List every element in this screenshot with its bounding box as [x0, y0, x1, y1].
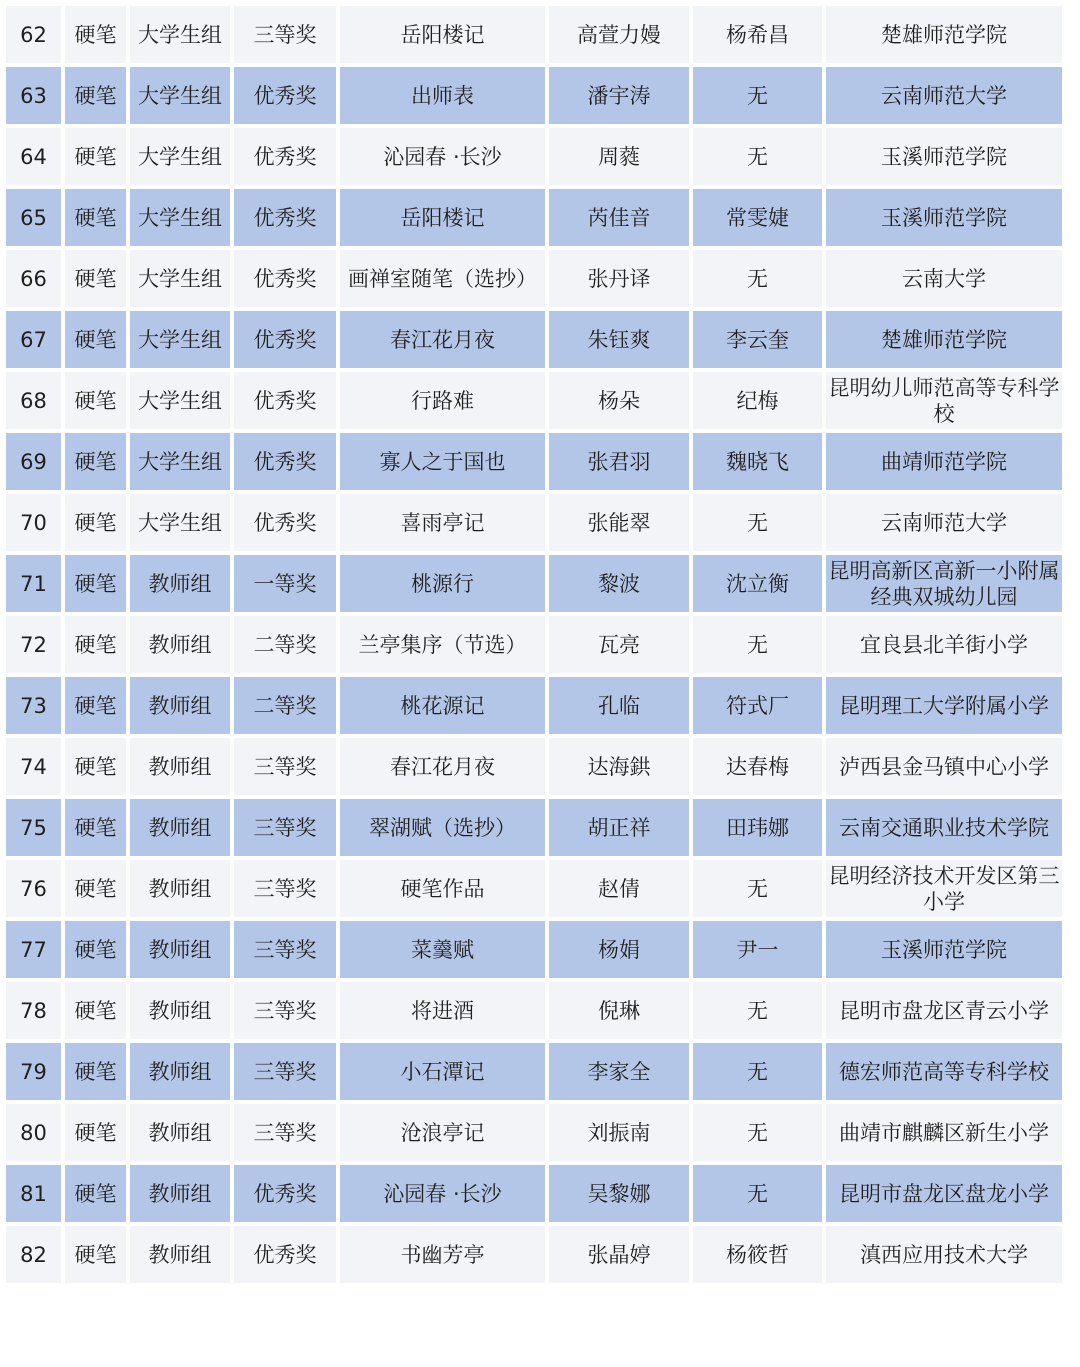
table-row	[6, 982, 1062, 1039]
cell-teacher: 无	[693, 1104, 822, 1161]
cell-category: 硬笔	[65, 67, 126, 124]
cell-group: 大学生组	[130, 494, 230, 551]
cell-school: 昆明理工大学附属小学	[826, 677, 1062, 734]
cell-number: 78	[6, 982, 61, 1039]
cell-entrant-name: 芮佳音	[549, 189, 689, 246]
cell-number: 62	[6, 6, 61, 63]
table-row	[6, 494, 1062, 551]
cell-category: 硬笔	[65, 677, 126, 734]
cell-award: 优秀奖	[234, 433, 336, 490]
table-row	[6, 1043, 1062, 1100]
cell-school: 楚雄师范学院	[826, 311, 1062, 368]
cell-group: 教师组	[130, 555, 230, 612]
cell-number: 70	[6, 494, 61, 551]
table-row	[6, 189, 1062, 246]
cell-school: 楚雄师范学院	[826, 6, 1062, 63]
cell-teacher: 无	[693, 616, 822, 673]
cell-award: 三等奖	[234, 1043, 336, 1100]
table-row	[6, 311, 1062, 368]
table-row	[6, 860, 1062, 917]
cell-work-title: 沁园春 ·长沙	[340, 1165, 545, 1222]
cell-category: 硬笔	[65, 738, 126, 795]
cell-award: 优秀奖	[234, 189, 336, 246]
cell-work-title: 将进酒	[340, 982, 545, 1039]
cell-category: 硬笔	[65, 1104, 126, 1161]
cell-entrant-name: 张丹译	[549, 250, 689, 307]
cell-school: 曲靖市麒麟区新生小学	[826, 1104, 1062, 1161]
cell-teacher: 杨希昌	[693, 6, 822, 63]
table-row	[6, 555, 1062, 612]
cell-teacher: 无	[693, 982, 822, 1039]
cell-entrant-name: 高萱力嫚	[549, 6, 689, 63]
cell-award: 优秀奖	[234, 1226, 336, 1283]
cell-award: 三等奖	[234, 1104, 336, 1161]
cell-award: 优秀奖	[234, 128, 336, 185]
table-row	[6, 616, 1062, 673]
cell-number: 80	[6, 1104, 61, 1161]
cell-group: 教师组	[130, 677, 230, 734]
cell-group: 大学生组	[130, 433, 230, 490]
awards-table	[2, 2, 1066, 1287]
cell-group: 教师组	[130, 860, 230, 917]
cell-number: 81	[6, 1165, 61, 1222]
table-row	[6, 128, 1062, 185]
cell-group: 教师组	[130, 982, 230, 1039]
table-row	[6, 67, 1062, 124]
cell-work-title: 沁园春 ·长沙	[340, 128, 545, 185]
cell-entrant-name: 潘宇涛	[549, 67, 689, 124]
cell-number: 82	[6, 1226, 61, 1283]
cell-work-title: 兰亭集序（节选）	[340, 616, 545, 673]
cell-category: 硬笔	[65, 799, 126, 856]
cell-award: 三等奖	[234, 799, 336, 856]
cell-entrant-name: 朱钰爽	[549, 311, 689, 368]
cell-category: 硬笔	[65, 494, 126, 551]
cell-school: 云南交通职业技术学院	[826, 799, 1062, 856]
cell-work-title: 菜羹赋	[340, 921, 545, 978]
cell-category: 硬笔	[65, 433, 126, 490]
cell-teacher: 杨筱哲	[693, 1226, 822, 1283]
cell-number: 76	[6, 860, 61, 917]
cell-category: 硬笔	[65, 860, 126, 917]
cell-work-title: 岳阳楼记	[340, 189, 545, 246]
cell-number: 68	[6, 372, 61, 429]
cell-category: 硬笔	[65, 311, 126, 368]
cell-school: 云南师范大学	[826, 67, 1062, 124]
cell-number: 69	[6, 433, 61, 490]
cell-category: 硬笔	[65, 1226, 126, 1283]
cell-entrant-name: 张晶婷	[549, 1226, 689, 1283]
cell-entrant-name: 杨娟	[549, 921, 689, 978]
cell-entrant-name: 赵倩	[549, 860, 689, 917]
cell-work-title: 画禅室随笔（选抄）	[340, 250, 545, 307]
cell-school: 玉溪师范学院	[826, 128, 1062, 185]
cell-award: 三等奖	[234, 982, 336, 1039]
cell-school: 泸西县金马镇中心小学	[826, 738, 1062, 795]
cell-entrant-name: 吴黎娜	[549, 1165, 689, 1222]
cell-work-title: 春江花月夜	[340, 311, 545, 368]
cell-award: 三等奖	[234, 921, 336, 978]
cell-school: 昆明市盘龙区盘龙小学	[826, 1165, 1062, 1222]
cell-teacher: 无	[693, 494, 822, 551]
cell-school: 宜良县北羊街小学	[826, 616, 1062, 673]
cell-school: 昆明市盘龙区青云小学	[826, 982, 1062, 1039]
cell-group: 教师组	[130, 921, 230, 978]
cell-teacher: 魏晓飞	[693, 433, 822, 490]
cell-school: 昆明高新区高新一小附属经典双城幼儿园	[826, 555, 1062, 612]
cell-group: 大学生组	[130, 67, 230, 124]
cell-category: 硬笔	[65, 372, 126, 429]
cell-work-title: 春江花月夜	[340, 738, 545, 795]
cell-category: 硬笔	[65, 250, 126, 307]
cell-work-title: 书幽芳亭	[340, 1226, 545, 1283]
cell-teacher: 沈立衡	[693, 555, 822, 612]
cell-teacher: 无	[693, 67, 822, 124]
cell-teacher: 无	[693, 1043, 822, 1100]
cell-work-title: 桃花源记	[340, 677, 545, 734]
cell-award: 二等奖	[234, 677, 336, 734]
cell-work-title: 岳阳楼记	[340, 6, 545, 63]
cell-work-title: 桃源行	[340, 555, 545, 612]
cell-teacher: 达春梅	[693, 738, 822, 795]
cell-group: 大学生组	[130, 189, 230, 246]
cell-number: 77	[6, 921, 61, 978]
cell-category: 硬笔	[65, 616, 126, 673]
cell-group: 教师组	[130, 1104, 230, 1161]
cell-award: 优秀奖	[234, 494, 336, 551]
table-row	[6, 921, 1062, 978]
table-row	[6, 1104, 1062, 1161]
cell-entrant-name: 杨朵	[549, 372, 689, 429]
cell-award: 二等奖	[234, 616, 336, 673]
table-row	[6, 738, 1062, 795]
cell-entrant-name: 李家全	[549, 1043, 689, 1100]
cell-entrant-name: 张能翠	[549, 494, 689, 551]
cell-work-title: 沧浪亭记	[340, 1104, 545, 1161]
cell-number: 64	[6, 128, 61, 185]
cell-entrant-name: 倪琳	[549, 982, 689, 1039]
cell-group: 大学生组	[130, 128, 230, 185]
cell-school: 玉溪师范学院	[826, 189, 1062, 246]
cell-work-title: 出师表	[340, 67, 545, 124]
cell-school: 玉溪师范学院	[826, 921, 1062, 978]
cell-group: 教师组	[130, 738, 230, 795]
cell-award: 三等奖	[234, 738, 336, 795]
cell-number: 65	[6, 189, 61, 246]
cell-entrant-name: 胡正祥	[549, 799, 689, 856]
cell-category: 硬笔	[65, 189, 126, 246]
cell-work-title: 硬笔作品	[340, 860, 545, 917]
cell-group: 教师组	[130, 1165, 230, 1222]
cell-work-title: 小石潭记	[340, 1043, 545, 1100]
cell-entrant-name: 刘振南	[549, 1104, 689, 1161]
cell-category: 硬笔	[65, 555, 126, 612]
table-row	[6, 6, 1062, 63]
cell-school: 德宏师范高等专科学校	[826, 1043, 1062, 1100]
table-row	[6, 250, 1062, 307]
cell-work-title: 行路难	[340, 372, 545, 429]
cell-category: 硬笔	[65, 921, 126, 978]
cell-school: 曲靖师范学院	[826, 433, 1062, 490]
cell-group: 大学生组	[130, 6, 230, 63]
cell-number: 71	[6, 555, 61, 612]
table-row	[6, 1226, 1062, 1283]
table-row	[6, 677, 1062, 734]
cell-category: 硬笔	[65, 6, 126, 63]
cell-award: 三等奖	[234, 6, 336, 63]
cell-teacher: 纪梅	[693, 372, 822, 429]
cell-number: 67	[6, 311, 61, 368]
cell-number: 73	[6, 677, 61, 734]
cell-work-title: 喜雨亭记	[340, 494, 545, 551]
cell-teacher: 无	[693, 128, 822, 185]
cell-teacher: 尹一	[693, 921, 822, 978]
cell-number: 63	[6, 67, 61, 124]
cell-number: 75	[6, 799, 61, 856]
cell-teacher: 常雯婕	[693, 189, 822, 246]
cell-entrant-name: 达海鉷	[549, 738, 689, 795]
cell-group: 教师组	[130, 799, 230, 856]
cell-teacher: 无	[693, 250, 822, 307]
cell-group: 大学生组	[130, 250, 230, 307]
cell-entrant-name: 周蕤	[549, 128, 689, 185]
cell-award: 优秀奖	[234, 250, 336, 307]
cell-award: 三等奖	[234, 860, 336, 917]
cell-school: 滇西应用技术大学	[826, 1226, 1062, 1283]
cell-teacher: 无	[693, 860, 822, 917]
cell-group: 教师组	[130, 1043, 230, 1100]
cell-entrant-name: 黎波	[549, 555, 689, 612]
cell-school: 云南师范大学	[826, 494, 1062, 551]
cell-category: 硬笔	[65, 982, 126, 1039]
cell-group: 教师组	[130, 616, 230, 673]
table-row	[6, 433, 1062, 490]
cell-teacher: 田玮娜	[693, 799, 822, 856]
cell-entrant-name: 瓦亮	[549, 616, 689, 673]
cell-teacher: 李云奎	[693, 311, 822, 368]
cell-award: 一等奖	[234, 555, 336, 612]
cell-school: 昆明经济技术开发区第三小学	[826, 860, 1062, 917]
cell-number: 72	[6, 616, 61, 673]
table-row	[6, 799, 1062, 856]
table-body	[6, 6, 1062, 1283]
cell-work-title: 翠湖赋（选抄）	[340, 799, 545, 856]
cell-group: 教师组	[130, 1226, 230, 1283]
cell-award: 优秀奖	[234, 372, 336, 429]
cell-teacher: 无	[693, 1165, 822, 1222]
cell-category: 硬笔	[65, 1165, 126, 1222]
cell-category: 硬笔	[65, 1043, 126, 1100]
cell-school: 昆明幼儿师范高等专科学校	[826, 372, 1062, 429]
cell-entrant-name: 张君羽	[549, 433, 689, 490]
cell-number: 79	[6, 1043, 61, 1100]
cell-award: 优秀奖	[234, 1165, 336, 1222]
cell-number: 74	[6, 738, 61, 795]
cell-category: 硬笔	[65, 128, 126, 185]
cell-group: 大学生组	[130, 372, 230, 429]
cell-award: 优秀奖	[234, 67, 336, 124]
cell-school: 云南大学	[826, 250, 1062, 307]
cell-teacher: 符式厂	[693, 677, 822, 734]
cell-number: 66	[6, 250, 61, 307]
cell-work-title: 寡人之于国也	[340, 433, 545, 490]
table-row	[6, 372, 1062, 429]
cell-group: 大学生组	[130, 311, 230, 368]
table-row	[6, 1165, 1062, 1222]
cell-entrant-name: 孔临	[549, 677, 689, 734]
cell-award: 优秀奖	[234, 311, 336, 368]
